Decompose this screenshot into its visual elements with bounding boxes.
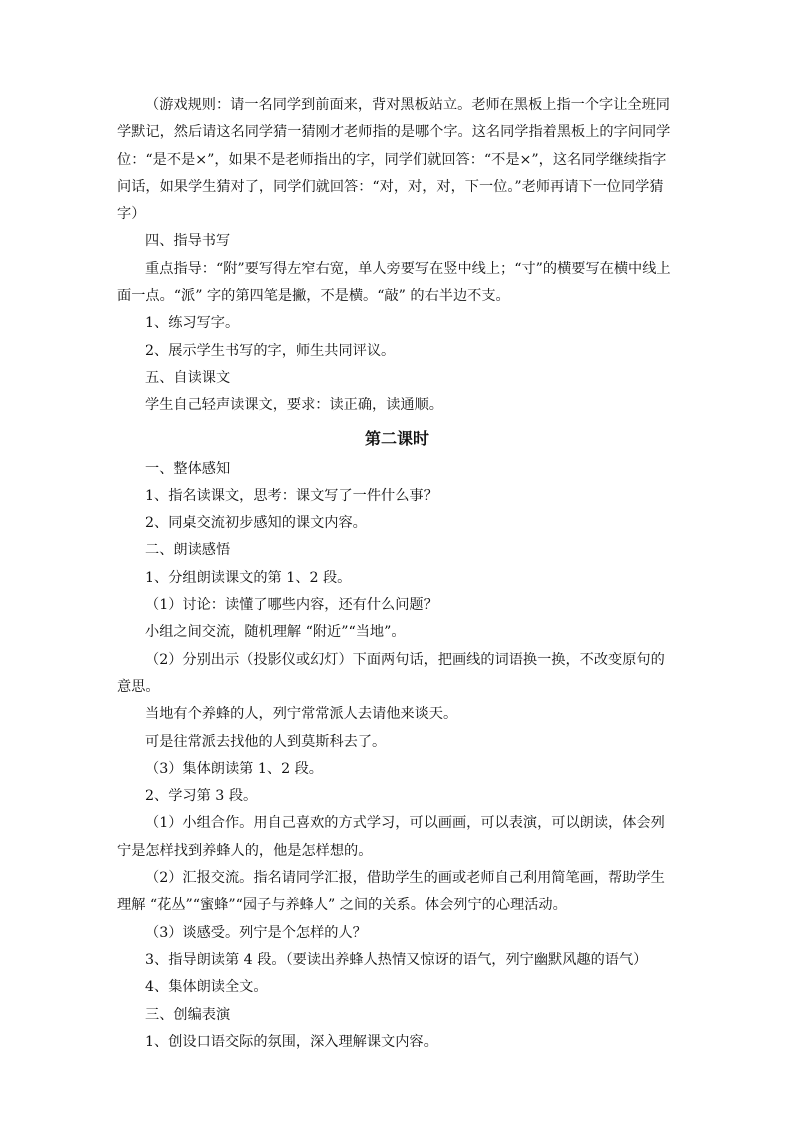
section-heading-self-reading: 五、自读课文	[145, 369, 231, 386]
list-item: （2）汇报交流。指名请同学汇报，借助学生的画或老师自己利用简笔画，帮助学生理解 “花丛”“蜜蜂”“园子与养蜂人” 之间的关系。体会列宁的心理活动。	[117, 870, 665, 914]
list-item: （2）分别出示（投影仪或幻灯）下面两句话，把画线的词语换一换，不改变原句的意思。	[117, 651, 665, 695]
section-heading-reading: 二、朗读感悟	[145, 542, 231, 559]
example-sentence: 当地有个养蜂的人，列宁常常派人去请他来谈天。	[145, 706, 458, 723]
list-item: （3）谈感受。列宁是个怎样的人？	[145, 924, 367, 941]
list-item: 1、分组朗读课文的第 1、2 段。	[145, 569, 352, 586]
section-title: 第二课时	[364, 428, 429, 448]
list-item: 2、学习第 3 段。	[145, 788, 258, 805]
list-item: 小组之间交流，随机理解 “附近”“当地”。	[145, 624, 406, 641]
list-item: （1）讨论：读懂了哪些内容，还有什么问题？	[145, 597, 438, 614]
list-item: 2、同桌交流初步感知的课文内容。	[145, 515, 367, 532]
list-item: 1、练习写字。	[145, 315, 240, 332]
writing-guidance-paragraph: 重点指导：“附”要写得左窄右宽，单人旁要写在竖中线上；“寸”的横要写在横中线上面一点。“派” 字的第四笔是撇，不是横。“敲” 的右半边不支。	[117, 260, 671, 305]
list-item: 3、指导朗读第 4 段。（要读出养蜂人热情又惊讶的语气，列宁幽默风趣的语气）	[145, 951, 648, 968]
example-sentence: 可是往常派去找他的人到莫斯科去了。	[145, 733, 387, 750]
section-heading-overview: 一、整体感知	[145, 460, 231, 477]
list-item: （3）集体朗读第 1、2 段。	[145, 760, 323, 777]
list-item: 4、集体朗读全文。	[145, 979, 268, 996]
document-body	[117, 92, 677, 1056]
game-rules-paragraph: （游戏规则：请一名同学到前面来，背对黑板站立。老师在黑板上指一个字让全班同学默记，然后请这名同学猜一猜刚才老师指的是哪个字。这名同学指着黑板上的字问同学位：“是不是×”，如果不是老师指出的字，同学们就回答：“不是×”，这名同学继续指字问话，如果学生猜对了，同学们就回答：“对，对，对，下一位。”老师再请下一位同学猜字）	[117, 97, 671, 223]
list-item: 2、展示学生书写的字，师生共同评议。	[145, 342, 396, 359]
self-reading-paragraph: 学生自己轻声读课文，要求：读正确，读通顺。	[145, 397, 443, 414]
list-item: 1、创设口语交际的氛围，深入理解课文内容。	[145, 1033, 438, 1050]
list-item: （1）小组合作。用自己喜欢的方式学习，可以画画，可以表演，可以朗读，体会列宁是怎样找到养蜂人的，他是怎样想的。	[117, 815, 665, 859]
section-heading-writing: 四、指导书写	[145, 233, 231, 250]
section-heading-performance: 三、创编表演	[145, 1006, 231, 1023]
list-item: 1、指名读课文，思考：课文写了一件什么事？	[145, 487, 438, 504]
